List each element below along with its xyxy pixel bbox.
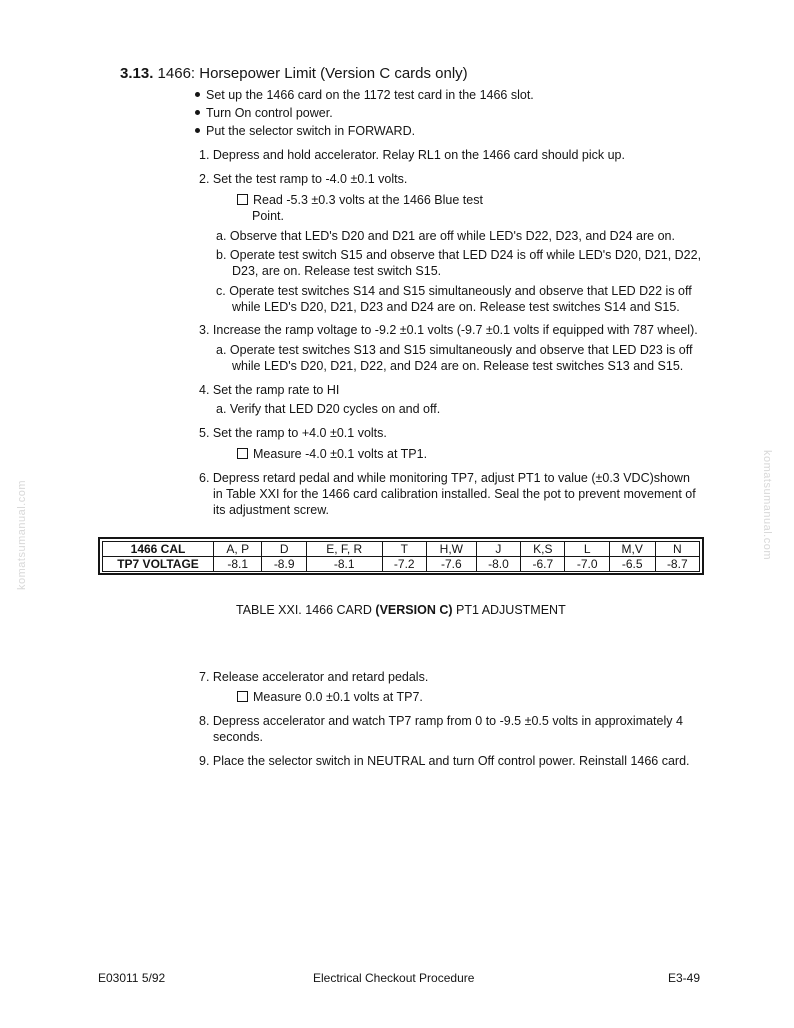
table-cell: N	[655, 542, 699, 557]
caption-bold: (VERSION C)	[375, 603, 453, 617]
step-2c-cont: while LED's D20, D21, D23 and D24 are on. Release test switches S14 and S15.	[232, 300, 680, 314]
table-cell: -8.1	[306, 557, 382, 572]
table-cell: -8.9	[262, 557, 306, 572]
footer-page-number: E3-49	[668, 971, 701, 985]
footer-title: Electrical Checkout Procedure	[313, 971, 475, 985]
calibration-table	[102, 541, 700, 572]
table-cell: -7.6	[426, 557, 476, 572]
step-5-check	[237, 446, 427, 462]
step-8-cont: seconds.	[213, 730, 264, 744]
step-2c: c. Operate test switches S14 and S15 simultaneously and observe that LED D22 is off	[216, 284, 692, 298]
table-caption	[236, 602, 566, 618]
section-number: 3.13.	[120, 65, 154, 82]
table-cell: A, P	[214, 542, 262, 557]
step-6-cont-2: its adjustment screw.	[213, 503, 330, 517]
step-7-check	[237, 689, 423, 705]
table-cell: H,W	[426, 542, 476, 557]
step-2-check	[237, 192, 483, 208]
table-row-cal	[103, 542, 700, 557]
step-7-check-text: Measure 0.0 ±0.1 volts at TP7.	[253, 690, 423, 704]
step-2b-cont: D23, are on. Release test switch S15.	[232, 264, 442, 278]
bullet-dot-icon	[195, 128, 200, 133]
step-6-cont-1: in Table XXI for the 1466 card calibration installed. Seal the pot to prevent movement of	[213, 487, 696, 501]
table-cell: E, F, R	[306, 542, 382, 557]
checkbox-icon	[237, 691, 248, 702]
step-2-check-text: Read -5.3 ±0.3 volts at the 1466 Blue test	[253, 193, 483, 207]
table-cell: -8.7	[655, 557, 699, 572]
checkbox-icon	[237, 448, 248, 459]
caption-suffix: PT1 ADJUSTMENT	[452, 603, 566, 617]
bullet-text: Turn On control power.	[206, 106, 333, 120]
step-3a-cont: while LED's D20, D21, D22, and D24 are on. Release test switches S13 and S15.	[232, 359, 684, 373]
step-5-check-text: Measure -4.0 ±0.1 volts at TP1.	[253, 447, 428, 461]
step-7: 7. Release accelerator and retard pedals.	[199, 670, 429, 684]
section-title-text: 1466: Horsepower Limit (Version C cards only)	[157, 65, 468, 82]
table-cell: -7.2	[382, 557, 426, 572]
calibration-table-frame	[98, 537, 704, 575]
step-8: 8. Depress accelerator and watch TP7 ramp from 0 to -9.5 ±0.5 volts in approximately 4	[199, 714, 683, 728]
bullet-dot-icon	[195, 92, 200, 97]
step-1: 1. Depress and hold accelerator. Relay RL1 on the 1466 card should pick up.	[199, 148, 625, 162]
step-4: 4. Set the ramp rate to HI	[199, 383, 340, 397]
step-2b: b. Operate test switch S15 and observe that LED D24 is off while LED's D20, D21, D22,	[216, 248, 702, 262]
table-cell: D	[262, 542, 306, 557]
step-3a: a. Operate test switches S13 and S15 simultaneously and observe that LED D23 is off	[216, 343, 693, 357]
step-2a: a. Observe that LED's D20 and D21 are off while LED's D22, D23, and D24 are on.	[216, 229, 675, 243]
checkbox-icon	[237, 194, 248, 205]
bullet-dot-icon	[195, 110, 200, 115]
watermark-left: komatsumanual.com	[16, 480, 28, 590]
table-cell: M,V	[609, 542, 655, 557]
footer-doc-id: E03011 5/92	[98, 971, 166, 985]
table-cell: -6.5	[609, 557, 655, 572]
step-4a: a. Verify that LED D20 cycles on and off.	[216, 402, 441, 416]
table-cell: -6.7	[521, 557, 565, 572]
bullet-item	[195, 87, 534, 103]
bullet-item	[195, 105, 333, 121]
table-cell: L	[565, 542, 609, 557]
table-cell: K,S	[521, 542, 565, 557]
table-cell: J	[476, 542, 520, 557]
bullet-item	[195, 123, 415, 139]
table-cell: -8.1	[214, 557, 262, 572]
section-title	[120, 66, 468, 82]
table-cell: -7.0	[565, 557, 609, 572]
table-row-voltage	[103, 557, 700, 572]
step-9: 9. Place the selector switch in NEUTRAL and turn Off control power. Reinstall 1466 card.	[199, 754, 690, 768]
step-3: 3. Increase the ramp voltage to -9.2 ±0.1 volts (-9.7 ±0.1 volts if equipped with 787 wheel).	[199, 323, 698, 337]
step-6: 6. Depress retard pedal and while monitoring TP7, adjust PT1 to value (±0.3 VDC)shown	[199, 471, 690, 485]
step-2: 2. Set the test ramp to -4.0 ±0.1 volts.	[199, 172, 408, 186]
watermark-right: komatsumanual.com	[761, 450, 773, 560]
bullet-text: Set up the 1466 card on the 1172 test card in the 1466 slot.	[206, 88, 534, 102]
table-cell: T	[382, 542, 426, 557]
caption-prefix: TABLE XXI. 1466 CARD	[236, 603, 376, 617]
bullet-text: Put the selector switch in FORWARD.	[206, 124, 416, 138]
step-5: 5. Set the ramp to +4.0 ±0.1 volts.	[199, 426, 387, 440]
table-cell: -8.0	[476, 557, 520, 572]
step-2-check-cont: Point.	[252, 209, 284, 223]
table-row-header: TP7 VOLTAGE	[103, 557, 214, 572]
table-row-header: 1466 CAL	[103, 542, 214, 557]
